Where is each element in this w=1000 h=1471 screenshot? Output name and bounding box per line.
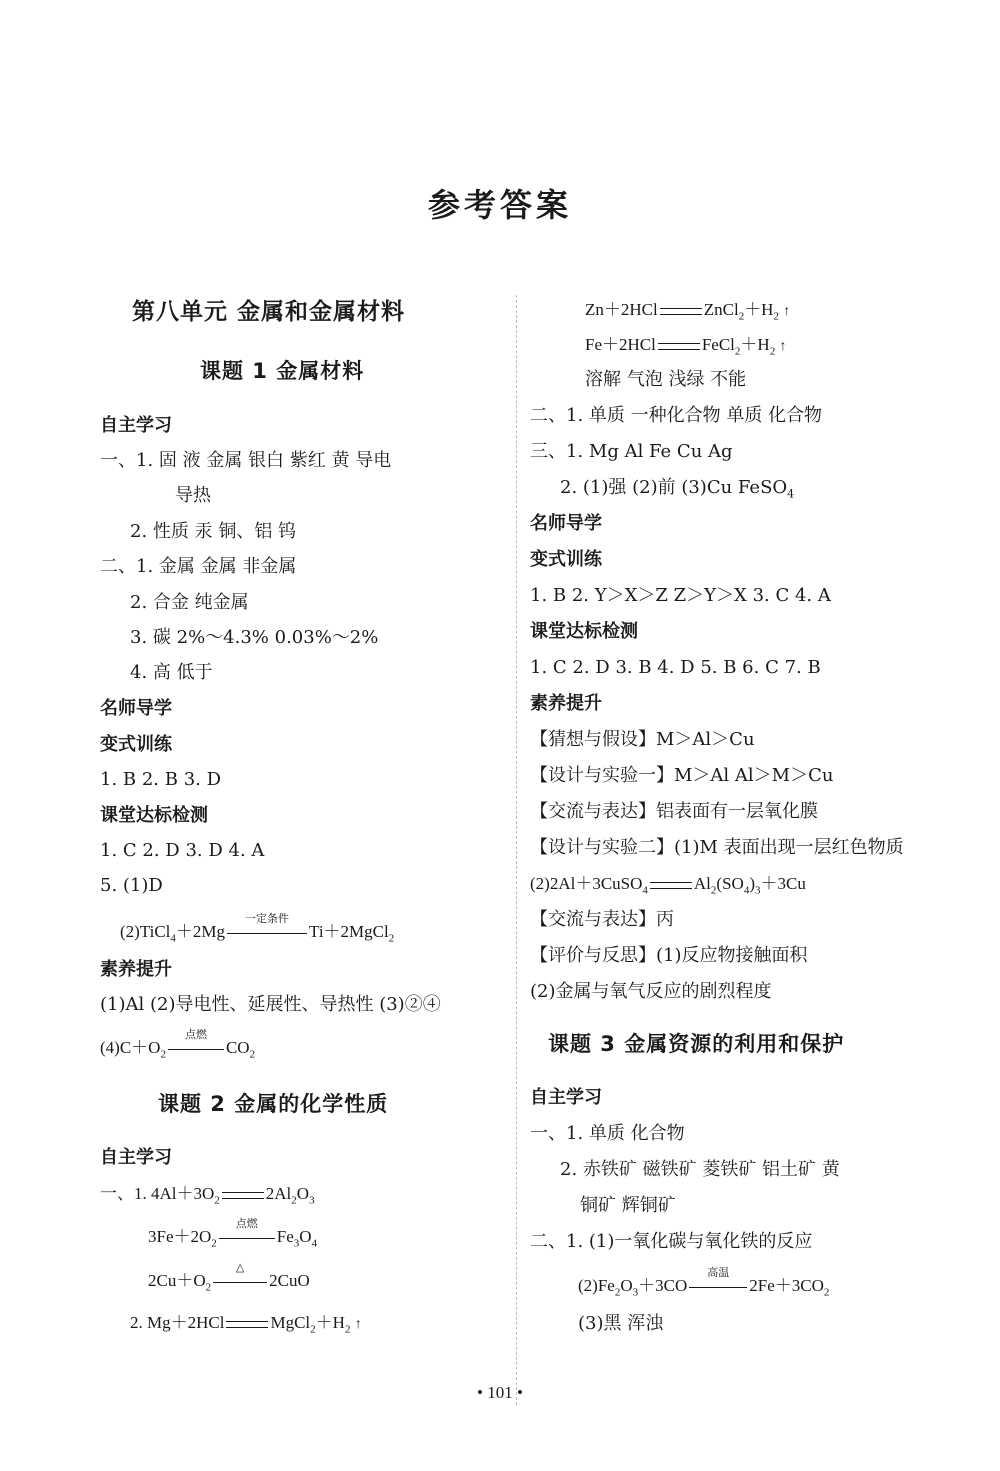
- answer-line: 2. 赤铁矿 磁铁矿 菱铁矿 铝土矿 黄: [560, 1159, 840, 1180]
- answer-line: 2. (1)强 (2)前 (3)Cu FeSO$_4$: [560, 477, 795, 501]
- lesson2-teacher-heading: 名师导学: [530, 513, 602, 534]
- equation-al-oxidation: 一、1. $4Al+3O_2$ $2Al_2O_3$: [100, 1184, 315, 1207]
- equation-zn-hcl: Zn＋2HCl $ZnCl_2+H_2$ ↑: [585, 300, 791, 323]
- lesson1-variant-heading: 变式训练: [100, 734, 172, 755]
- answer-line: 3. 碳 2%～4.3% 0.03%～2%: [130, 627, 379, 648]
- answer-line: 导热: [175, 485, 211, 506]
- answer-line: 溶解 气泡 浅绿 不能: [585, 369, 747, 390]
- answer-line: 【评价与反思】(1)反应物接触面积: [530, 945, 808, 966]
- answer-line: 1. C 2. D 3. D 4. A: [100, 840, 265, 861]
- reaction-condition: 点燃: [217, 1228, 277, 1248]
- lesson3-self-study-heading: 自主学习: [530, 1087, 602, 1108]
- answer-line: 铜矿 辉铜矿: [580, 1195, 676, 1216]
- answer-line: 二、1. 单质 一种化合物 单质 化合物: [530, 405, 823, 426]
- reaction-condition: 点燃: [166, 1039, 226, 1059]
- lesson1-literacy-heading: 素养提升: [100, 959, 172, 980]
- reaction-condition: 高温: [687, 1277, 749, 1297]
- gas-arrow-icon: ↑: [779, 339, 787, 354]
- answer-line: 三、1. Mg Al Fe Cu Ag: [530, 441, 733, 462]
- answer-line: 【交流与表达】铝表面有一层氧化膜: [530, 801, 818, 822]
- answer-line: 1. B 2. B 3. D: [100, 769, 222, 790]
- equation-mg-hcl: 2. Mg＋2HCl $MgCl_2+H_2$ ↑: [130, 1313, 362, 1336]
- lesson3-title: 课题 3 金属资源的利用和保护: [548, 1032, 845, 1056]
- reaction-condition: 一定条件: [225, 923, 309, 943]
- lesson1-teacher-heading: 名师导学: [100, 698, 172, 719]
- answer-line: 1. C 2. D 3. B 4. D 5. B 6. C 7. B: [530, 657, 821, 678]
- answer-line: 一、1. 单质 化合物: [530, 1123, 685, 1144]
- answer-line: 【设计与实验二】(1)M 表面出现一层红色物质: [530, 837, 904, 858]
- answer-line: (2)金属与氧气反应的剧烈程度: [530, 981, 772, 1002]
- gas-arrow-icon: ↑: [783, 304, 791, 319]
- lesson1-self-study-heading: 自主学习: [100, 415, 172, 436]
- answer-line: (3)黑 浑浊: [578, 1313, 664, 1334]
- gas-arrow-icon: ↑: [354, 1317, 362, 1332]
- answer-line: 【设计与实验一】M＞Al Al＞M＞Cu: [530, 765, 834, 786]
- lesson1-classroom-heading: 课堂达标检测: [100, 805, 208, 826]
- answer-line: 1. B 2. Y＞X＞Z Z＞Y＞X 3. C 4. A: [530, 585, 831, 606]
- answer-line: 二、1. (1)一氧化碳与氧化铁的反应: [530, 1231, 813, 1252]
- answer-line: 2. 合金 纯金属: [130, 592, 249, 613]
- lesson2-literacy-heading: 素养提升: [530, 693, 602, 714]
- answer-line: (1)Al (2)导电性、延展性、导热性 (3)②④: [100, 994, 441, 1015]
- lesson2-classroom-heading: 课堂达标检测: [530, 621, 638, 642]
- lesson2-self-study-heading: 自主学习: [100, 1147, 172, 1168]
- page-title: 参考答案: [427, 186, 572, 224]
- answer-line: 5. (1)D: [100, 875, 163, 896]
- unit-title: 第八单元 金属和金属材料: [132, 299, 406, 325]
- answer-line: 一、1. 固 液 金属 银白 紫红 黄 导电: [100, 450, 392, 471]
- answer-line: 【交流与表达】丙: [530, 909, 674, 930]
- lesson2-title: 课题 2 金属的化学性质: [158, 1092, 389, 1116]
- page-number: • 101 •: [477, 1383, 523, 1402]
- equation-fe-combustion: $3Fe+2O_2$ 点燃 $Fe_3O_4$: [148, 1218, 318, 1250]
- answer-line: 2. 性质 汞 铜、铝 钨: [130, 521, 297, 542]
- reaction-condition: △: [211, 1272, 269, 1292]
- equation-carbon-combustion: $(4)C+O_2$ 点燃 $CO_2$: [100, 1029, 256, 1061]
- page-number-value: 101: [487, 1383, 513, 1402]
- answer-line: 4. 高 低于: [130, 662, 213, 683]
- answer-line: 二、1. 金属 金属 非金属: [100, 556, 297, 577]
- equation-fe2o3-co: $(2)Fe_2O_3+3CO$ 高温 $2Fe+3CO_2$: [578, 1267, 830, 1299]
- answer-line: 【猜想与假设】M＞Al＞Cu: [530, 729, 755, 750]
- equation-fe-hcl: Fe＋2HCl $FeCl_2+H_2$ ↑: [585, 335, 787, 358]
- column-divider: [516, 295, 517, 1405]
- equation-al-cuso4: (2)2Al＋3CuSO$_4$ $Al_2(SO_4)_3+3Cu$: [530, 874, 806, 897]
- lesson1-title: 课题 1 金属材料: [200, 359, 365, 383]
- equation-cu-oxidation: $2Cu+O_2$ △ 2CuO: [148, 1262, 310, 1294]
- equation-ticl4: (2)TiCl$_4$＋2Mg 一定条件 Ti＋2MgCl$_2$: [120, 913, 395, 945]
- lesson2-variant-heading: 变式训练: [530, 549, 602, 570]
